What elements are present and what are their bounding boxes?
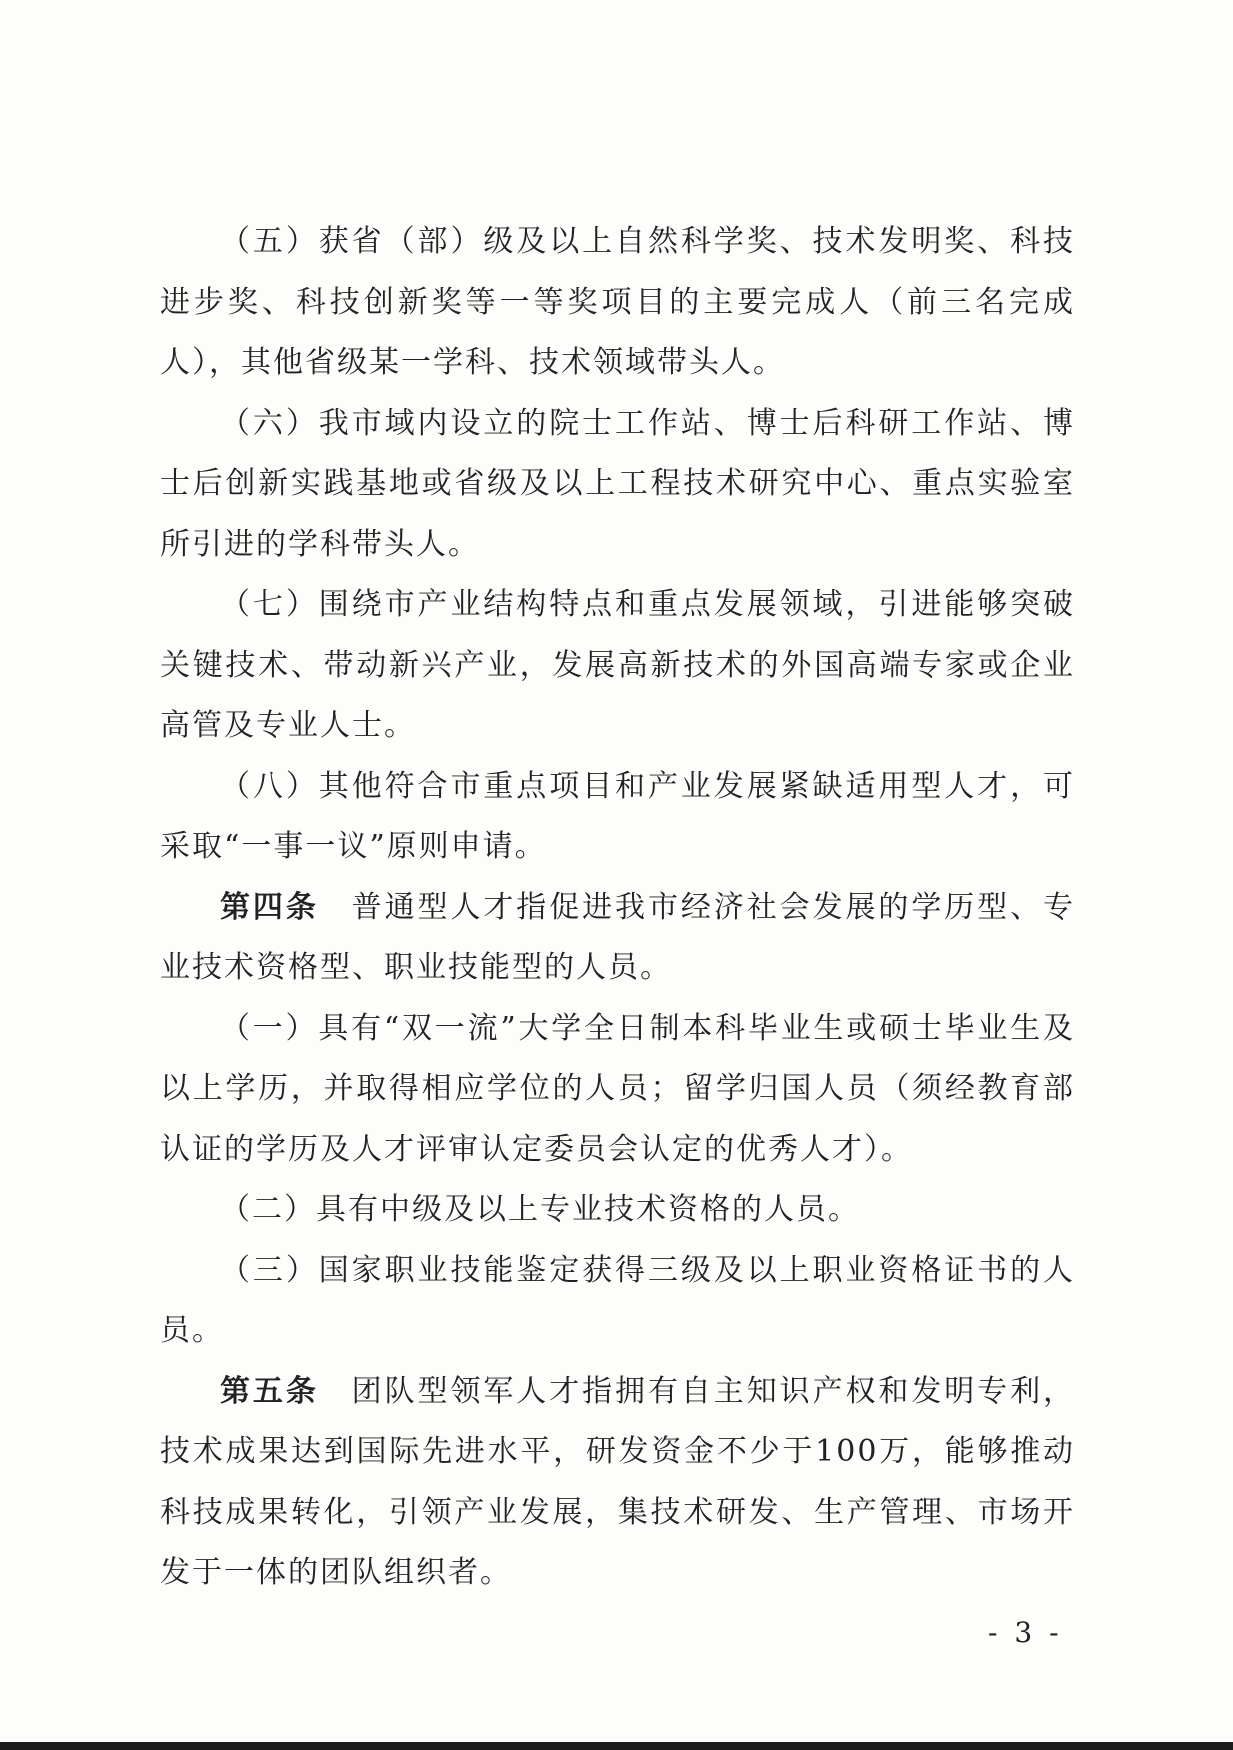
paragraph-item-7-foreign-experts — [160, 575, 1075, 757]
paragraph-item-1-degree — [160, 999, 1075, 1181]
document-body — [160, 212, 1075, 1604]
paragraph-text: （八）其他符合市重点项目和产业发展紧缺适用型人才，可采取“一事一议”原则申请。 — [160, 768, 1075, 864]
paragraph-text: （六）我市域内设立的院士工作站、博士后科研工作站、博士后创新实践基地或省级及以上工程技术研究中心、重点实验室所引进的学科带头人。 — [160, 405, 1075, 562]
paragraph-text: （一）具有“双一流”大学全日制本科毕业生或硕士毕业生及以上学历，并取得相应学位的人员；留学归国人员（须经教育部认证的学历及人才评审认定委员会认定的优秀人才）。 — [160, 1010, 1075, 1167]
paragraph-item-3-vocational — [160, 1241, 1075, 1362]
paragraph-text: （三）国家职业技能鉴定获得三级及以上职业资格证书的人员。 — [160, 1252, 1075, 1348]
article-5 — [160, 1362, 1075, 1604]
scan-bottom-edge — [0, 1742, 1233, 1750]
paragraph-text: 普通型人才指促进我市经济社会发展的学历型、专业技术资格型、职业技能型的人员。 — [160, 889, 1076, 985]
paragraph-text: （七）围绕市产业结构特点和重点发展领域，引进能够突破关键技术、带动新兴产业，发展高新技术的外国高端专家或企业高管及专业人士。 — [160, 587, 1075, 743]
page-number: - 3 - — [988, 1616, 1063, 1649]
paragraph-item-5-award — [160, 212, 1075, 394]
paragraph-item-6-workstation — [160, 394, 1075, 576]
paragraph-text: （五）获省（部）级及以上自然科学奖、技术发明奖、科技进步奖、科技创新奖等一等奖项目的主要完成人（前三名完成人），其他省级某一学科、技术领域带头人。 — [160, 224, 1075, 380]
article-4-title: 第四条 — [220, 889, 319, 925]
paragraph-text: （二）具有中级及以上专业技术资格的人员。 — [220, 1192, 860, 1227]
paragraph-item-2-professional — [160, 1180, 1075, 1241]
article-4 — [160, 878, 1075, 999]
paragraph-text: 团队型领军人才指拥有自主知识产权和发明专利，技术成果达到国际先进水平，研发资金不少于100万，能够推动科技成果转化，引领产业发展，集技术研发、生产管理、市场开发于一体的团队组织者。 — [160, 1373, 1076, 1590]
article-5-title: 第五条 — [220, 1373, 319, 1409]
paragraph-item-8-other — [160, 757, 1075, 878]
